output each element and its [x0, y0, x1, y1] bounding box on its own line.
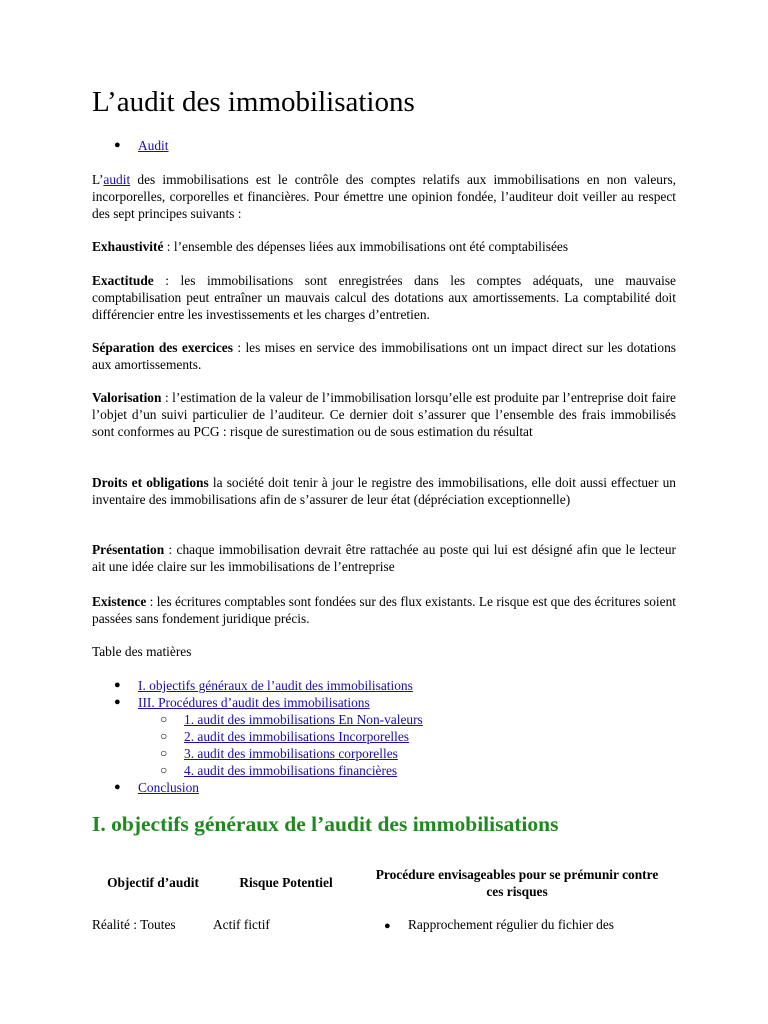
toc-item [92, 694, 423, 711]
table-header-procedure: Procédure envisageables pour se prémunir contre ces risques [375, 867, 659, 899]
principle-term: Exactitude [92, 273, 154, 288]
principle-term: Séparation des exercices [92, 340, 233, 355]
principle-text: : chaque immobilisation devrait être rattachée au poste qui lui est désigné afin que le lecteur ait une idée claire sur les immobilisations de l’entreprise [92, 542, 676, 574]
principle-separation [92, 339, 676, 373]
toc-link[interactable]: 2. audit des immobilisations Incorporelles [184, 729, 409, 744]
intro-text-rest: des immobilisations est le contrôle des comptes relatifs aux immobilisations en non valeurs, incorporelles, corporelles et financières. Pour émettre une opinion fondée, l’auditeur doit veiller au respect des sept principes suivants : [92, 172, 676, 221]
table-header-objectif: Objectif d’audit [107, 875, 199, 890]
toc-item [92, 779, 423, 796]
principle-term: Existence [92, 594, 147, 609]
toc-link[interactable]: 4. audit des immobilisations financières [184, 763, 398, 778]
table-cell-procedure: Rapprochement régulier du fichier des [408, 917, 614, 932]
circle-bullet-icon: ○ [160, 729, 168, 743]
table-cell-objectif: Réalité : Toutes [92, 917, 176, 932]
bullet-icon: ● [114, 696, 121, 708]
principle-text: : l’estimation de la valeur de l’immobilisation lorsqu’elle est produite par l’entreprise doit faire l’objet d’un suivi particulier de l’auditeur. Ce dernier doit s’assurer que l’ensemble des frais immobilisés sont conformes au PCG : risque de surestimation ou de sous estimation du résultat [92, 390, 676, 439]
circle-bullet-icon: ○ [160, 763, 168, 777]
bullet-icon: ● [384, 920, 391, 932]
principle-existence [92, 593, 676, 627]
principle-exactitude [92, 272, 676, 323]
audit-link[interactable]: Audit [138, 138, 169, 153]
toc-link[interactable]: III. Procédures d’audit des immobilisations [138, 695, 370, 710]
principle-term: Valorisation [92, 390, 162, 405]
principle-text: : les mises en service des immobilisations ont un impact direct sur les dotations aux amortissements. [92, 340, 676, 372]
table-cell-risque: Actif fictif [213, 917, 270, 932]
toc-subitem [92, 711, 423, 728]
principle-term: Exhaustivité [92, 239, 164, 254]
top-link-list [92, 137, 169, 154]
page-title: L’audit des immobilisations [92, 86, 415, 118]
list-item [92, 137, 169, 154]
principle-droits [92, 474, 676, 508]
section-heading: I. objectifs généraux de l’audit des immobilisations [92, 812, 559, 836]
toc-subitem [92, 762, 423, 779]
principle-presentation [92, 541, 676, 575]
principle-text: la société doit tenir à jour le registre des immobilisations, elle doit aussi effectuer un inventaire des immobilisations afin de s’assurer de leur état (dépréciation exceptionnelle) [92, 475, 676, 507]
intro-audit-link[interactable]: audit [103, 172, 131, 187]
table-header-risque: Risque Potentiel [239, 875, 333, 890]
table-of-contents [92, 677, 423, 796]
toc-link[interactable]: Conclusion [138, 780, 200, 795]
principle-text: : les écritures comptables sont fondées sur des flux existants. Le risque est que des écritures soient passées sans fondement juridique précis. [92, 594, 676, 626]
principle-exhaustivite [92, 238, 676, 255]
circle-bullet-icon: ○ [160, 712, 168, 726]
principle-text: : les immobilisations sont enregistrées dans les comptes adéquats, une mauvaise comptabilisation peut entraîner un mauvais calcul des dotations aux amortissements. La comptabilité doit différencier entre les investissements et les charges d’entretien. [92, 273, 676, 322]
principle-valorisation [92, 389, 676, 440]
intro-paragraph [92, 171, 676, 222]
intro-text-start: L’ [92, 172, 104, 187]
bullet-icon: ● [114, 139, 121, 151]
table-cell-bullet [384, 916, 391, 935]
toc-subitem [92, 745, 423, 762]
toc-title: Table des matières [92, 644, 192, 659]
toc-link[interactable]: I. objectifs généraux de l’audit des immobilisations [138, 678, 413, 693]
toc-link[interactable]: 3. audit des immobilisations corporelles [184, 746, 398, 761]
toc-link[interactable]: 1. audit des immobilisations En Non-valeurs [184, 712, 423, 727]
bullet-icon: ● [114, 781, 121, 793]
toc-subitem [92, 728, 423, 745]
principle-text: : l’ensemble des dépenses liées aux immobilisations ont été comptabilisées [163, 239, 569, 254]
principle-term: Présentation [92, 542, 165, 557]
toc-item [92, 677, 423, 694]
principle-term: Droits et obligations [92, 475, 209, 490]
circle-bullet-icon: ○ [160, 746, 168, 760]
bullet-icon: ● [114, 679, 121, 691]
